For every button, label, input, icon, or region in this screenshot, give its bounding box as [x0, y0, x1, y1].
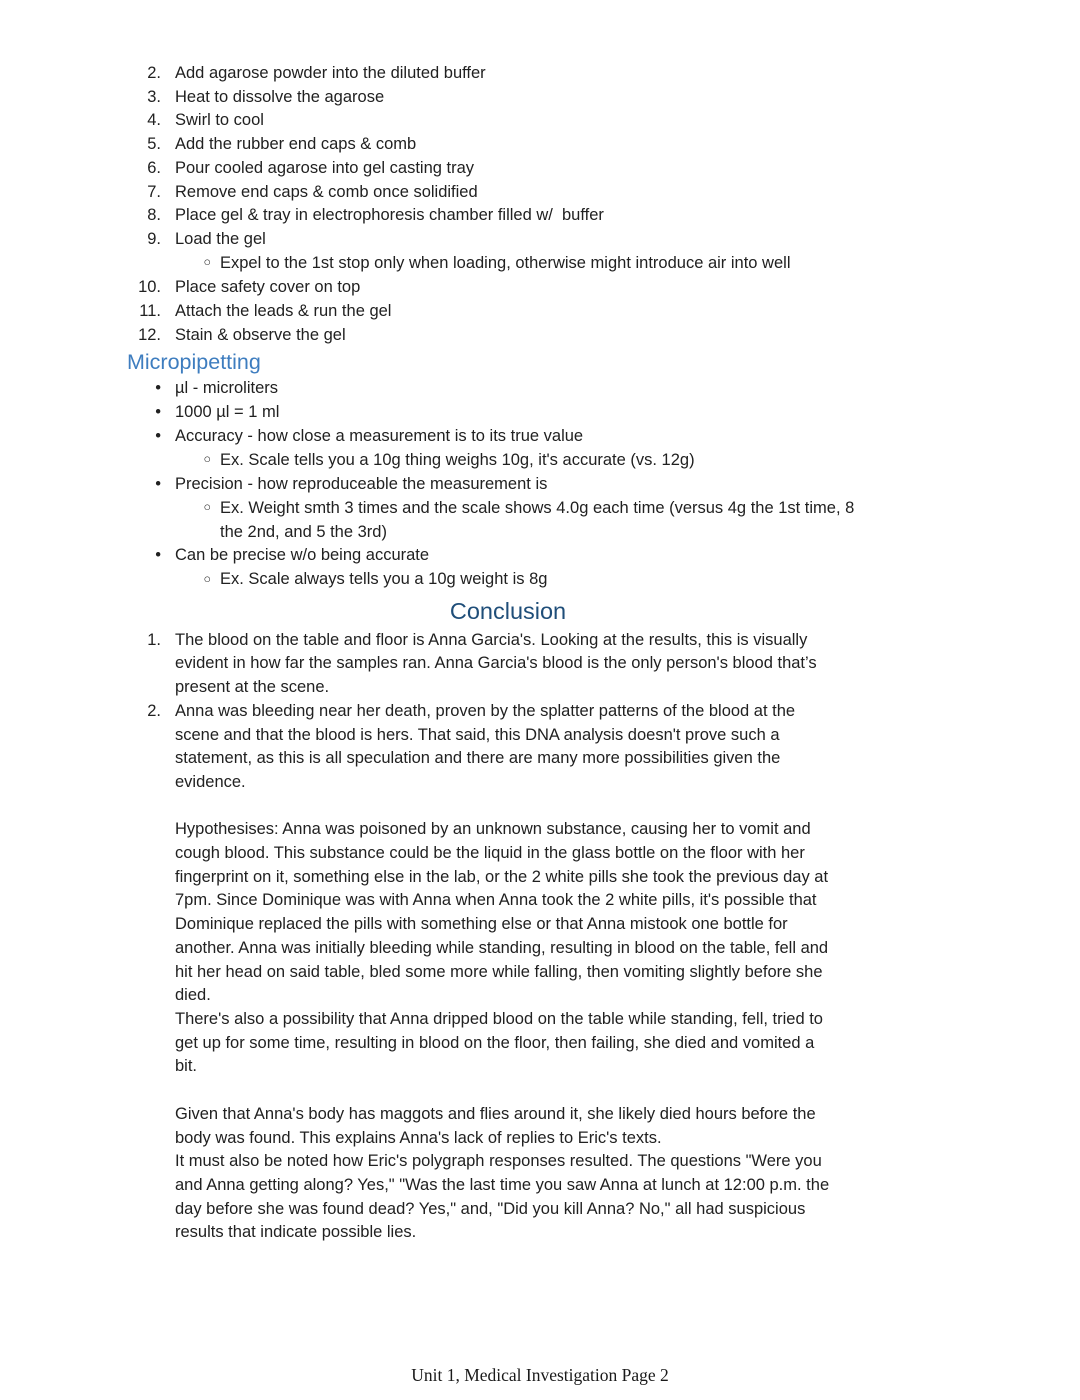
list-number: 2. — [147, 64, 161, 82]
conclusion-item — [113, 629, 903, 700]
step-text: Pour cooled agarose into gel casting tray — [175, 158, 475, 177]
procedure-step — [113, 133, 903, 157]
circle-bullet-icon — [113, 568, 220, 593]
micropipetting-heading: Micropipetting — [127, 350, 261, 375]
list-number: 12. — [138, 325, 161, 344]
sub-bullet-text: Ex. Scale always tells you a 10g weight is 8g — [220, 570, 548, 589]
procedure-step — [113, 324, 903, 348]
document-body — [113, 62, 903, 1245]
sub-bullet-text: Ex. Scale tells you a 10g thing weighs 10g, it's accurate (vs. 12g) — [220, 450, 695, 469]
bullet-text: Accuracy - how close a measurement is to its true value — [175, 426, 584, 445]
list-number: 10. — [138, 278, 161, 297]
procedure-step — [113, 228, 903, 252]
conclusion-item-text: The blood on the table and floor is Anna Garcia's. Looking at the results, this is visually evident in how far the samples ran. Anna Garcia's blood is the only person's blood that’s present at the scene. — [175, 630, 822, 697]
bullet-item — [113, 425, 903, 449]
bullet-sub-item — [113, 568, 903, 593]
procedure-step — [113, 204, 903, 228]
polygraph-paragraph: It must also be noted how Eric's polygraph responses resulted. The questions "Were you and Anna getting along? Yes," "Was the last time you saw Anna at lunch at 12:00 p.m. the day before she was found dead? Yes," and, "Did you kill Anna? No," all had suspicious results that indicate possible lies. — [175, 1152, 834, 1242]
sub-note-text: Expel to the 1st stop only when loading, otherwise might introduce air into well — [220, 253, 791, 272]
page-footer: Unit 1, Medical Investigation Page 2 — [411, 1365, 669, 1385]
step-text: Add the rubber end caps & comb — [175, 135, 417, 154]
step-text: Heat to dissolve the agarose — [175, 87, 385, 106]
step-text: Load the gel — [175, 229, 266, 248]
list-number: 1. — [147, 630, 161, 649]
bullet-item — [113, 401, 903, 425]
procedure-step — [113, 181, 903, 205]
bullet-text: µl - microliters — [175, 379, 279, 398]
micropipetting-list — [113, 377, 903, 592]
step-text: Remove end caps & comb once solidified — [175, 182, 478, 201]
list-number: 2. — [147, 701, 161, 720]
dot-bullet-icon — [113, 377, 175, 401]
list-number: 8. — [147, 206, 161, 225]
procedure-step — [113, 157, 903, 181]
list-number: 4. — [147, 111, 161, 130]
bullet-item — [113, 473, 903, 497]
step-text: Swirl to cool — [175, 111, 264, 130]
procedure-step — [113, 109, 903, 133]
step-text: Attach the leads & run the gel — [175, 302, 392, 321]
procedure-step — [113, 86, 903, 110]
bullet-item — [113, 544, 903, 568]
procedure-list — [113, 62, 903, 347]
bullet-text: Can be precise w/o being accurate — [175, 546, 430, 565]
conclusion-heading: Conclusion — [449, 597, 567, 624]
bullet-sub-item — [113, 449, 903, 474]
dot-bullet-icon — [113, 401, 175, 425]
possibility-paragraph: There's also a possibility that Anna dripped blood on the table while standing, fell, tried to get up for some time, resulting in blood on the floor, then failing, she died and vomited a bit. — [175, 1010, 828, 1076]
list-number: 7. — [147, 182, 161, 201]
bullet-sub-item — [113, 497, 903, 544]
dot-bullet-icon — [113, 425, 175, 449]
sub-bullet-text: Ex. Weight smth 3 times and the scale shows 4.0g each time (versus 4g the 1st time, 8 the 2nd, and 5 the 3rd) — [220, 498, 859, 541]
list-number: 11. — [139, 302, 161, 321]
circle-bullet-icon — [113, 449, 220, 474]
bullet-item — [113, 377, 903, 401]
list-number: 9. — [147, 229, 161, 248]
list-number: 3. — [147, 87, 161, 106]
conclusion-item-text: Anna was bleeding near her death, proven by the splatter patterns of the blood at the scene and that the blood is hers. That said, this DNA analysis doesn't prove such a statement, as this is all speculation and there are many more possibilities given the evidence. — [175, 701, 800, 791]
circle-bullet-icon — [113, 497, 220, 522]
procedure-step — [113, 300, 903, 324]
conclusion-list — [113, 629, 903, 795]
step-text: Place safety cover on top — [175, 278, 361, 297]
list-number: 6. — [147, 158, 161, 177]
maggots-paragraph: Given that Anna's body has maggots and flies around it, she likely died hours before the body was found. This explains Anna's lack of replies to Eric's texts. — [175, 1104, 821, 1147]
hypothesis-paragraph: Hypothesises: Anna was poisoned by an unknown substance, causing her to vomit and cough blood. This substance could be the liquid in the glass bottle on the floor with her fingerprint on it, something else in the lab, or the 2 white pills she took the previous day at 7pm. Since Dominique was with Anna when Anna took the 2 white pills, it's possible that Dominique replaced the pills with something else or that Anna mistook one bottle for another. Anna was initially bleeding while standing, resulting in blood on the table, fell and hit her head on said table, bled some more while falling, then vomiting slightly before she died. — [175, 820, 833, 1005]
circle-bullet-icon — [113, 252, 220, 277]
dot-bullet-icon — [113, 544, 175, 568]
procedure-step — [113, 276, 903, 300]
conclusion-item — [113, 700, 903, 795]
bullet-text: Precision - how reproduceable the measurement is — [175, 475, 548, 494]
procedure-step — [113, 62, 903, 86]
step-text: Stain & observe the gel — [175, 325, 346, 344]
step-text: Place gel & tray in electrophoresis chamber filled w/ buffer — [175, 206, 604, 225]
bullet-text: 1000 µl = 1 ml — [175, 403, 280, 422]
list-number: 5. — [147, 135, 161, 154]
dot-bullet-icon — [113, 473, 175, 497]
procedure-sub-note — [113, 252, 903, 277]
step-text: Add agarose powder into the diluted buffer — [175, 64, 486, 82]
